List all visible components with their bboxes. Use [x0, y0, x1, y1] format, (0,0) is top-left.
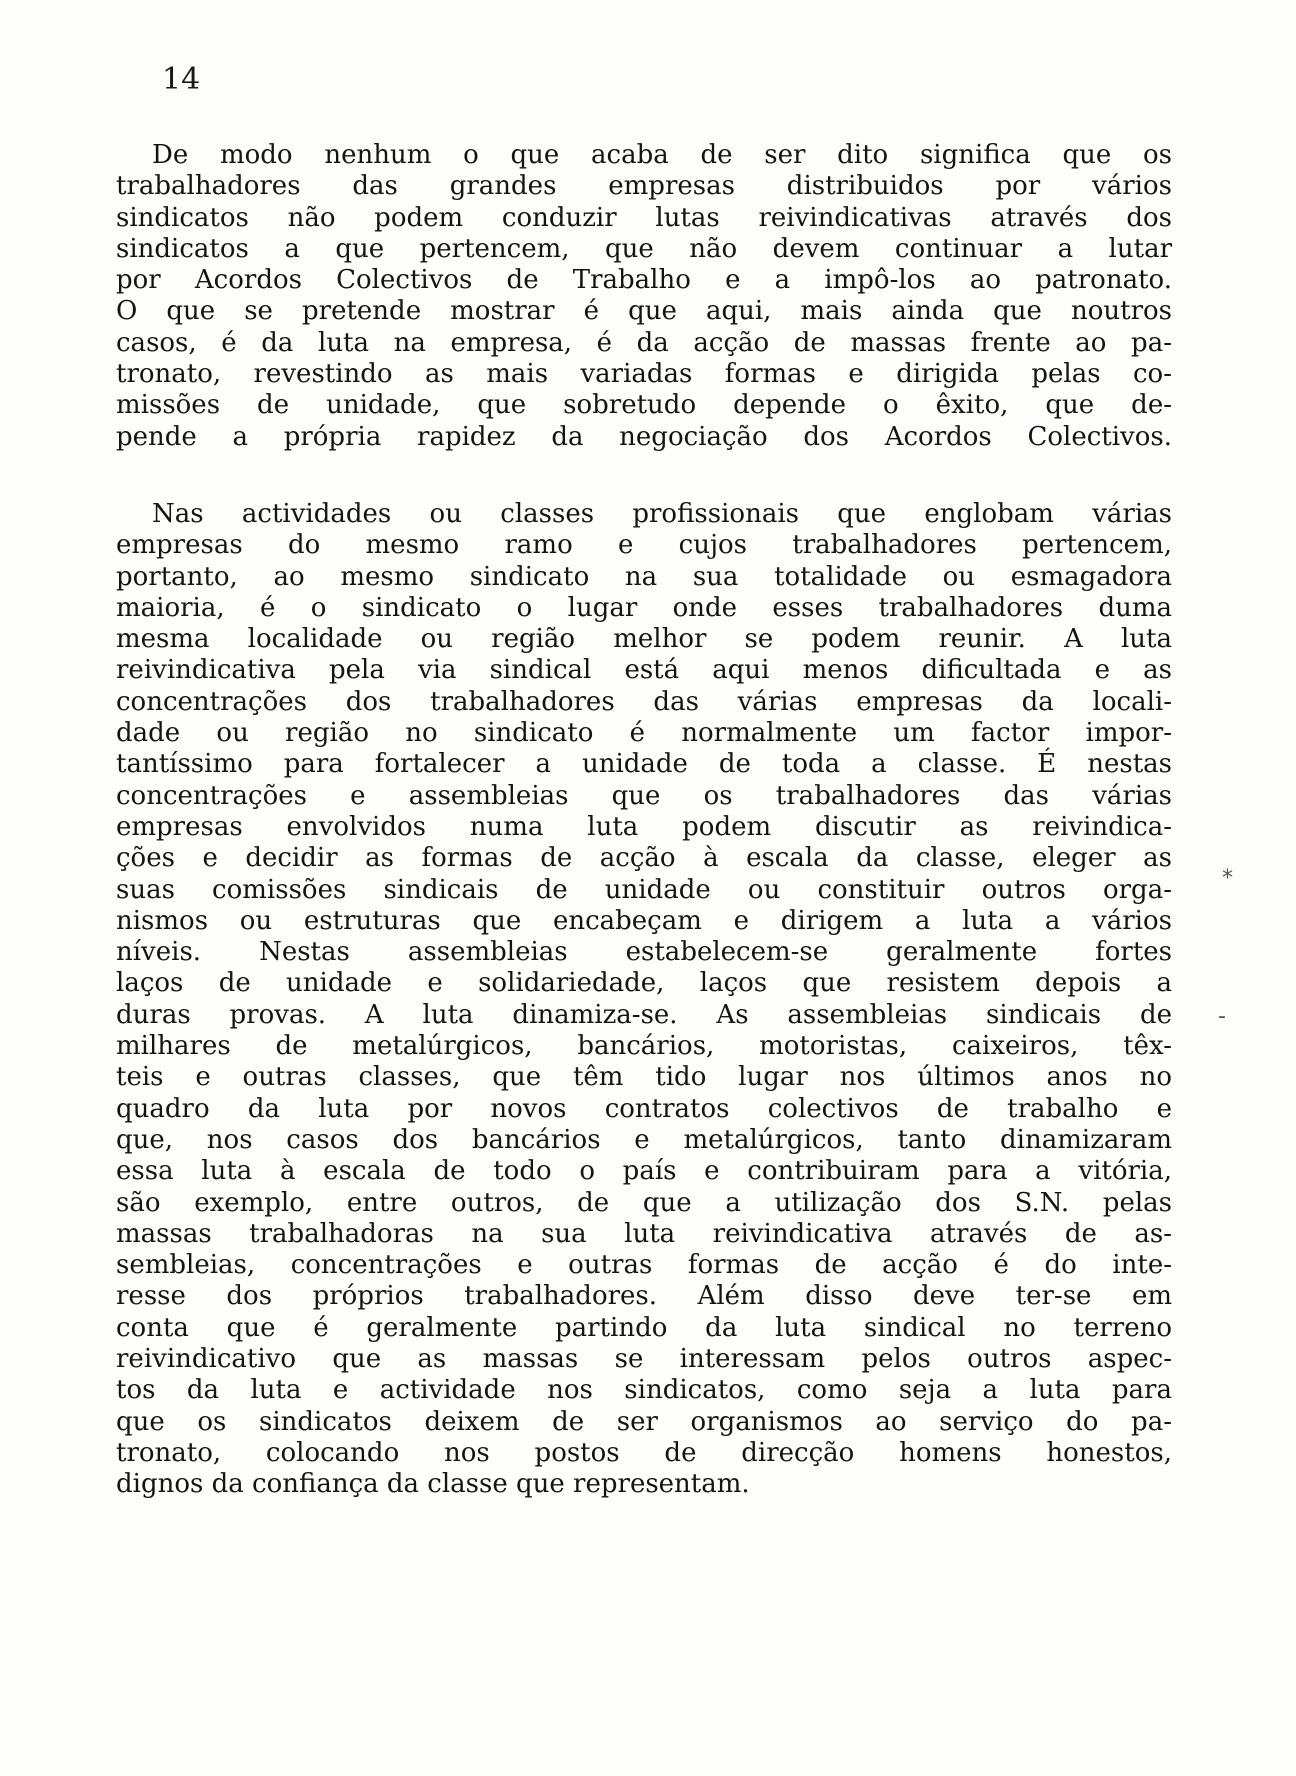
text-line: resse dos próprios trabalhadores. Além disso deve ter-se em: [116, 1281, 1172, 1312]
text-line: reivindicativo que as massas se interessam pelos outros aspec-: [116, 1343, 1172, 1374]
text-line: teis e outras classes, que têm tido lugar nos últimos anos no: [116, 1062, 1172, 1093]
text-line: quadro da luta por novos contratos colectivos de trabalho e: [116, 1093, 1172, 1124]
text-line: maioria, é o sindicato o lugar onde esses trabalhadores duma: [116, 592, 1172, 623]
text-line: dade ou região no sindicato é normalmente um factor impor-: [116, 718, 1172, 749]
text-line: sindicatos não podem conduzir lutas reivindicativas através dos: [116, 202, 1172, 233]
text-line: sembleias, concentrações e outras formas de acção é do inte-: [116, 1250, 1172, 1281]
text-line: sindicatos a que pertencem, que não devem continuar a lutar: [116, 233, 1172, 264]
text-line: concentrações e assembleias que os trabalhadores das várias: [116, 780, 1172, 811]
text-line: massas trabalhadoras na sua luta reivindicativa através de as-: [116, 1218, 1172, 1249]
text-line: reivindicativa pela via sindical está aqui menos dificultada e as: [116, 655, 1172, 686]
text-line: são exemplo, entre outros, de que a utilização dos S.N. pelas: [116, 1187, 1172, 1218]
text-line: pende a própria rapidez da negociação dos Acordos Colectivos.: [116, 421, 1172, 452]
text-line: conta que é geralmente partindo da luta sindical no terreno: [116, 1312, 1172, 1343]
text-line: laços de unidade e solidariedade, laços que resistem depois a: [116, 968, 1172, 999]
text-line: mesma localidade ou região melhor se podem reunir. A luta: [116, 624, 1172, 655]
text-line: tantíssimo para fortalecer a unidade de toda a classe. É nestas: [116, 749, 1172, 780]
text-line: tos da luta e actividade nos sindicatos, como seja a luta para: [116, 1375, 1172, 1406]
text-line: tronato, colocando nos postos de direcção homens honestos,: [116, 1437, 1172, 1468]
text-line: O que se pretende mostrar é que aqui, mais ainda que noutros: [116, 296, 1172, 327]
text-line: duras provas. A luta dinamiza-se. As assembleias sindicais de: [116, 999, 1172, 1030]
paragraph-1: [116, 140, 1172, 453]
body-text: [116, 140, 1172, 1500]
text-line: empresas envolvidos numa luta podem discutir as reivindica-: [116, 811, 1172, 842]
page-number: 14: [162, 62, 201, 97]
text-line: milhares de metalúrgicos, bancários, motoristas, caixeiros, têx-: [116, 1031, 1172, 1062]
text-line: dignos da confiança da classe que representam.: [116, 1469, 750, 1500]
paragraph-gap: [116, 453, 1172, 499]
text-line: De modo nenhum o que acaba de ser dito significa que os: [152, 140, 1172, 170]
text-line: concentrações dos trabalhadores das várias empresas da locali-: [116, 686, 1172, 717]
text-line: nismos ou estruturas que encabeçam e dirigem a luta a vários: [116, 905, 1172, 936]
text-line: por Acordos Colectivos de Trabalho e a impô-los ao patronato.: [116, 265, 1172, 296]
text-line: casos, é da luta na empresa, é da acção de massas frente ao pa-: [116, 327, 1172, 358]
text-line: níveis. Nestas assembleias estabelecem-se geralmente fortes: [116, 937, 1172, 968]
text-line: empresas do mesmo ramo e cujos trabalhadores pertencem,: [116, 530, 1172, 561]
text-line: ções e decidir as formas de acção à escala da classe, eleger as: [116, 843, 1172, 874]
text-line: tronato, revestindo as mais variadas formas e dirigida pelas co-: [116, 359, 1172, 390]
text-line: que, nos casos dos bancários e metalúrgicos, tanto dinamizaram: [116, 1124, 1172, 1155]
text-line: que os sindicatos deixem de ser organismos ao serviço do pa-: [116, 1406, 1172, 1437]
text-line: essa luta à escala de todo o país e contribuiram para a vitória,: [116, 1156, 1172, 1187]
text-line: trabalhadores das grandes empresas distribuidos por vários: [116, 171, 1172, 202]
text-line: Nas actividades ou classes profissionais que englobam várias: [152, 498, 1172, 529]
text-line: portanto, ao mesmo sindicato na sua totalidade ou esmagadora: [116, 561, 1172, 592]
paragraph-2: [116, 499, 1172, 1501]
margin-mark-asterisk: *: [1222, 866, 1233, 891]
text-line: missões de unidade, que sobretudo depende o êxito, que de-: [116, 390, 1172, 421]
text-line: suas comissões sindicais de unidade ou constituir outros orga-: [116, 874, 1172, 905]
margin-mark-dash: -: [1218, 1004, 1226, 1029]
